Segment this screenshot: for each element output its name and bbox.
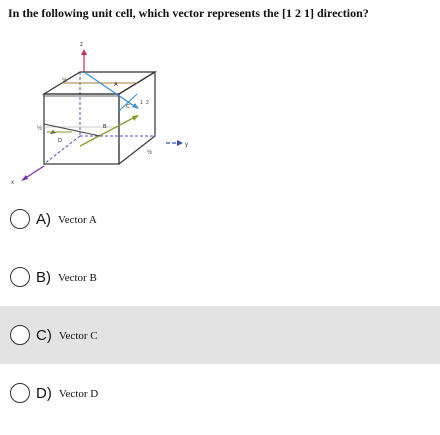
fraction-bottom: ½: [147, 150, 153, 156]
vector-d-label: D: [58, 138, 62, 144]
option-letter: C): [36, 326, 52, 344]
vector-a-label: A: [114, 82, 118, 88]
option-b[interactable]: [0, 248, 440, 306]
z-axis-arrow: [81, 49, 87, 55]
vector-a: [84, 72, 137, 108]
option-text: Vector D: [58, 388, 99, 400]
radio-icon[interactable]: [10, 383, 30, 403]
option-c[interactable]: [0, 306, 440, 364]
radio-icon[interactable]: [10, 325, 30, 345]
y-axis-label: y: [185, 142, 188, 148]
option-letter: A): [36, 210, 51, 228]
option-text: Vector B: [58, 272, 97, 284]
option-letter: D): [36, 384, 52, 402]
unit-cell-figure: [0, 36, 240, 186]
vector-b: [80, 116, 137, 146]
option-text: Vector A: [58, 214, 97, 226]
cube-front-face: [44, 94, 119, 164]
vector-c-label: C: [126, 104, 130, 110]
x-axis-arrow: [21, 175, 28, 181]
answer-options: [0, 190, 440, 422]
vector-d: [44, 124, 100, 136]
question-text: In the following unit cell, which vector represents the [1 2 1] direction?: [8, 6, 369, 20]
option-text: Vector C: [58, 330, 98, 342]
option-letter: B): [36, 268, 51, 286]
radio-icon[interactable]: [10, 209, 30, 229]
y-axis-arrow: [177, 140, 183, 146]
fraction-left: ½: [37, 126, 43, 132]
x-axis-label: x: [11, 180, 14, 186]
radio-icon[interactable]: [10, 267, 30, 287]
vector-b-label: B: [103, 124, 107, 130]
fraction-right-num: 1: [140, 100, 143, 106]
z-axis-label: z: [80, 42, 83, 48]
fraction-right-den: 2: [146, 100, 149, 106]
option-a[interactable]: [0, 190, 440, 248]
fraction-top-left: ½: [62, 78, 68, 84]
option-d[interactable]: [0, 364, 440, 422]
